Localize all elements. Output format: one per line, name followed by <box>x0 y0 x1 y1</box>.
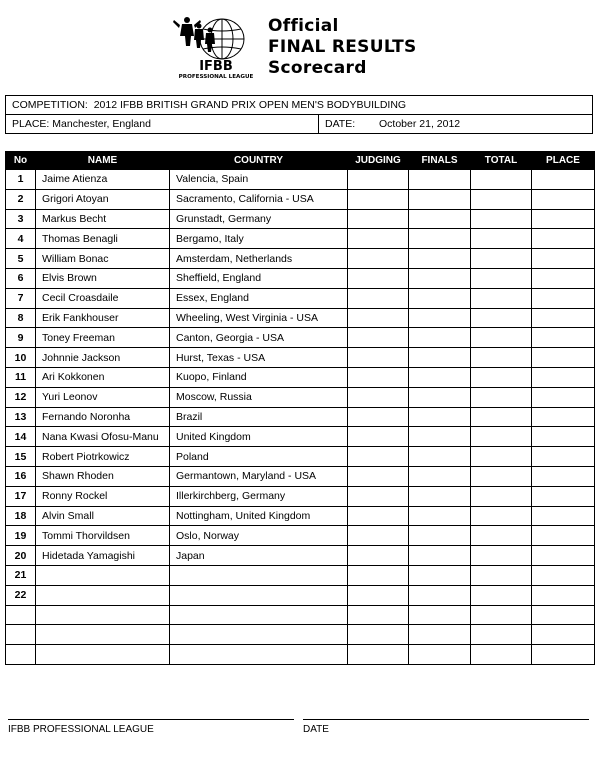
table-row <box>6 645 595 665</box>
cell-finals <box>409 348 471 368</box>
cell-name: Johnnie Jackson <box>36 348 170 368</box>
cell-finals <box>409 170 471 190</box>
date-value: October 21, 2012 <box>379 118 461 130</box>
cell-total <box>471 288 532 308</box>
cell-finals <box>409 288 471 308</box>
cell-country <box>170 625 348 645</box>
cell-place <box>532 645 595 665</box>
cell-total <box>471 585 532 605</box>
cell-name: Markus Becht <box>36 209 170 229</box>
place-cell <box>6 115 319 134</box>
cell-no: 7 <box>6 288 36 308</box>
cell-no <box>6 645 36 665</box>
column-header-judging: JUDGING <box>348 152 409 170</box>
table-row <box>6 308 595 328</box>
cell-name <box>36 605 170 625</box>
cell-total <box>471 189 532 209</box>
cell-total <box>471 447 532 467</box>
cell-place <box>532 585 595 605</box>
table-row <box>6 407 595 427</box>
cell-name: Erik Fankhouser <box>36 308 170 328</box>
table-row <box>6 466 595 486</box>
cell-no: 6 <box>6 268 36 288</box>
column-header-finals: FINALS <box>409 152 471 170</box>
table-row <box>6 328 595 348</box>
cell-country: Germantown, Maryland - USA <box>170 466 348 486</box>
cell-place <box>532 288 595 308</box>
cell-finals <box>409 308 471 328</box>
cell-place <box>532 348 595 368</box>
table-row <box>6 546 595 566</box>
cell-judging <box>348 189 409 209</box>
competition-cell <box>6 96 593 115</box>
place-label: PLACE: <box>12 118 50 130</box>
cell-total <box>471 546 532 566</box>
cell-name <box>36 625 170 645</box>
table-row <box>6 189 595 209</box>
cell-country <box>170 585 348 605</box>
column-header-name: NAME <box>36 152 170 170</box>
cell-no: 9 <box>6 328 36 348</box>
cell-no: 8 <box>6 308 36 328</box>
ifbb-logo <box>170 14 262 80</box>
cell-judging <box>348 268 409 288</box>
competition-value: 2012 IFBB BRITISH GRAND PRIX OPEN MEN'S BODYBUILDING <box>93 99 407 111</box>
cell-country: Japan <box>170 546 348 566</box>
cell-finals <box>409 585 471 605</box>
league-signature-line <box>8 719 294 735</box>
cell-finals <box>409 546 471 566</box>
competition-label: COMPETITION: <box>12 99 88 111</box>
cell-total <box>471 625 532 645</box>
cell-no: 2 <box>6 189 36 209</box>
cell-place <box>532 546 595 566</box>
table-row <box>6 268 595 288</box>
cell-total <box>471 526 532 546</box>
cell-total <box>471 229 532 249</box>
cell-finals <box>409 407 471 427</box>
cell-country: Canton, Georgia - USA <box>170 328 348 348</box>
cell-name: Cecil Croasdaile <box>36 288 170 308</box>
cell-country: Nottingham, United Kingdom <box>170 506 348 526</box>
cell-country: Illerkirchberg, Germany <box>170 486 348 506</box>
cell-total <box>471 367 532 387</box>
cell-finals <box>409 268 471 288</box>
scorecard-title <box>268 16 417 79</box>
cell-name: Robert Piotrkowicz <box>36 447 170 467</box>
cell-no: 12 <box>6 387 36 407</box>
cell-judging <box>348 209 409 229</box>
cell-place <box>532 407 595 427</box>
cell-judging <box>348 387 409 407</box>
cell-place <box>532 466 595 486</box>
cell-name: Grigori Atoyan <box>36 189 170 209</box>
cell-total <box>471 506 532 526</box>
cell-place <box>532 486 595 506</box>
cell-finals <box>409 466 471 486</box>
cell-no: 4 <box>6 229 36 249</box>
table-row <box>6 605 595 625</box>
cell-name: Alvin Small <box>36 506 170 526</box>
cell-total <box>471 387 532 407</box>
title-line: FINAL RESULTS <box>268 37 417 57</box>
cell-finals <box>409 189 471 209</box>
cell-no <box>6 605 36 625</box>
cell-place <box>532 526 595 546</box>
cell-judging <box>348 348 409 368</box>
cell-name: Toney Freeman <box>36 328 170 348</box>
cell-place <box>532 189 595 209</box>
cell-name <box>36 565 170 585</box>
table-row <box>6 565 595 585</box>
cell-country: Valencia, Spain <box>170 170 348 190</box>
results-body <box>6 170 595 665</box>
logo-text: IFBB <box>199 59 233 74</box>
cell-country: Wheeling, West Virginia - USA <box>170 308 348 328</box>
cell-total <box>471 268 532 288</box>
cell-judging <box>348 288 409 308</box>
cell-country: Sheffield, England <box>170 268 348 288</box>
cell-place <box>532 308 595 328</box>
cell-finals <box>409 565 471 585</box>
logo-subtext: PROFESSIONAL LEAGUE <box>178 74 254 80</box>
cell-place <box>532 605 595 625</box>
cell-place <box>532 268 595 288</box>
cell-judging <box>348 565 409 585</box>
cell-name: Hidetada Yamagishi <box>36 546 170 566</box>
cell-name: Tommi Thorvildsen <box>36 526 170 546</box>
event-info-table <box>5 95 593 134</box>
cell-total <box>471 328 532 348</box>
cell-no <box>6 625 36 645</box>
cell-no: 13 <box>6 407 36 427</box>
cell-name: Ari Kokkonen <box>36 367 170 387</box>
cell-no: 15 <box>6 447 36 467</box>
cell-judging <box>348 645 409 665</box>
cell-place <box>532 328 595 348</box>
cell-finals <box>409 387 471 407</box>
table-row <box>6 447 595 467</box>
cell-finals <box>409 427 471 447</box>
cell-judging <box>348 367 409 387</box>
cell-name: Shawn Rhoden <box>36 466 170 486</box>
table-row <box>6 486 595 506</box>
cell-judging <box>348 427 409 447</box>
cell-country <box>170 605 348 625</box>
cell-place <box>532 170 595 190</box>
league-label: IFBB PROFESSIONAL LEAGUE <box>8 724 154 735</box>
cell-no: 11 <box>6 367 36 387</box>
cell-finals <box>409 645 471 665</box>
cell-judging <box>348 506 409 526</box>
place-value: Manchester, England <box>52 118 151 130</box>
cell-judging <box>348 447 409 467</box>
cell-no: 10 <box>6 348 36 368</box>
title-line: Official <box>268 16 339 36</box>
table-row <box>6 348 595 368</box>
cell-total <box>471 565 532 585</box>
date-label: DATE: <box>325 118 356 130</box>
cell-total <box>471 249 532 269</box>
cell-total <box>471 348 532 368</box>
table-row <box>6 170 595 190</box>
cell-finals <box>409 447 471 467</box>
cell-no: 3 <box>6 209 36 229</box>
title-line: Scorecard <box>268 58 367 78</box>
cell-country: Hurst, Texas - USA <box>170 348 348 368</box>
cell-place <box>532 249 595 269</box>
date-cell <box>319 115 593 134</box>
cell-country <box>170 565 348 585</box>
cell-judging <box>348 407 409 427</box>
table-row <box>6 625 595 645</box>
cell-no: 5 <box>6 249 36 269</box>
cell-place <box>532 387 595 407</box>
cell-no: 14 <box>6 427 36 447</box>
cell-country: Oslo, Norway <box>170 526 348 546</box>
table-row <box>6 288 595 308</box>
cell-name: Jaime Atienza <box>36 170 170 190</box>
cell-finals <box>409 367 471 387</box>
cell-judging <box>348 625 409 645</box>
table-row <box>6 209 595 229</box>
cell-name: Ronny Rockel <box>36 486 170 506</box>
cell-judging <box>348 466 409 486</box>
cell-name: Yuri Leonov <box>36 387 170 407</box>
cell-name: Nana Kwasi Ofosu-Manu <box>36 427 170 447</box>
cell-no: 16 <box>6 466 36 486</box>
cell-total <box>471 645 532 665</box>
cell-judging <box>348 328 409 348</box>
cell-finals <box>409 229 471 249</box>
cell-judging <box>348 546 409 566</box>
table-row <box>6 526 595 546</box>
cell-place <box>532 427 595 447</box>
cell-finals <box>409 328 471 348</box>
cell-finals <box>409 605 471 625</box>
cell-name: Elvis Brown <box>36 268 170 288</box>
cell-no: 21 <box>6 565 36 585</box>
column-header-no: No <box>6 152 36 170</box>
column-header-total: TOTAL <box>471 152 532 170</box>
cell-place <box>532 209 595 229</box>
cell-total <box>471 605 532 625</box>
cell-country: Moscow, Russia <box>170 387 348 407</box>
column-header-country: COUNTRY <box>170 152 348 170</box>
cell-country: Grunstadt, Germany <box>170 209 348 229</box>
cell-finals <box>409 209 471 229</box>
cell-place <box>532 625 595 645</box>
cell-no: 20 <box>6 546 36 566</box>
cell-name: Thomas Benagli <box>36 229 170 249</box>
date-signature-line <box>303 719 589 735</box>
cell-no: 1 <box>6 170 36 190</box>
cell-place <box>532 367 595 387</box>
cell-name <box>36 585 170 605</box>
table-row <box>6 427 595 447</box>
cell-place <box>532 565 595 585</box>
cell-no: 17 <box>6 486 36 506</box>
cell-place <box>532 447 595 467</box>
cell-finals <box>409 526 471 546</box>
cell-country: Brazil <box>170 407 348 427</box>
cell-judging <box>348 308 409 328</box>
cell-total <box>471 308 532 328</box>
table-row <box>6 506 595 526</box>
cell-judging <box>348 526 409 546</box>
cell-judging <box>348 229 409 249</box>
cell-country: Poland <box>170 447 348 467</box>
cell-finals <box>409 625 471 645</box>
cell-total <box>471 427 532 447</box>
cell-total <box>471 209 532 229</box>
cell-finals <box>409 506 471 526</box>
cell-total <box>471 486 532 506</box>
cell-country: Bergamo, Italy <box>170 229 348 249</box>
footer-date-label: DATE <box>303 724 329 735</box>
results-table <box>5 151 595 665</box>
cell-no: 19 <box>6 526 36 546</box>
table-row <box>6 585 595 605</box>
cell-finals <box>409 486 471 506</box>
cell-total <box>471 407 532 427</box>
table-row <box>6 387 595 407</box>
cell-country: Sacramento, California - USA <box>170 189 348 209</box>
cell-finals <box>409 249 471 269</box>
cell-no: 22 <box>6 585 36 605</box>
cell-judging <box>348 585 409 605</box>
cell-place <box>532 506 595 526</box>
cell-judging <box>348 605 409 625</box>
cell-name: Fernando Noronha <box>36 407 170 427</box>
cell-judging <box>348 170 409 190</box>
table-row <box>6 367 595 387</box>
cell-name: William Bonac <box>36 249 170 269</box>
cell-no: 18 <box>6 506 36 526</box>
cell-place <box>532 229 595 249</box>
cell-judging <box>348 249 409 269</box>
cell-country: Kuopo, Finland <box>170 367 348 387</box>
cell-total <box>471 170 532 190</box>
cell-country: United Kingdom <box>170 427 348 447</box>
cell-country: Amsterdam, Netherlands <box>170 249 348 269</box>
cell-total <box>471 466 532 486</box>
cell-country: Essex, England <box>170 288 348 308</box>
cell-country <box>170 645 348 665</box>
table-row <box>6 229 595 249</box>
cell-judging <box>348 486 409 506</box>
column-header-place: PLACE <box>532 152 595 170</box>
cell-name <box>36 645 170 665</box>
table-row <box>6 249 595 269</box>
results-header-row <box>6 152 595 170</box>
